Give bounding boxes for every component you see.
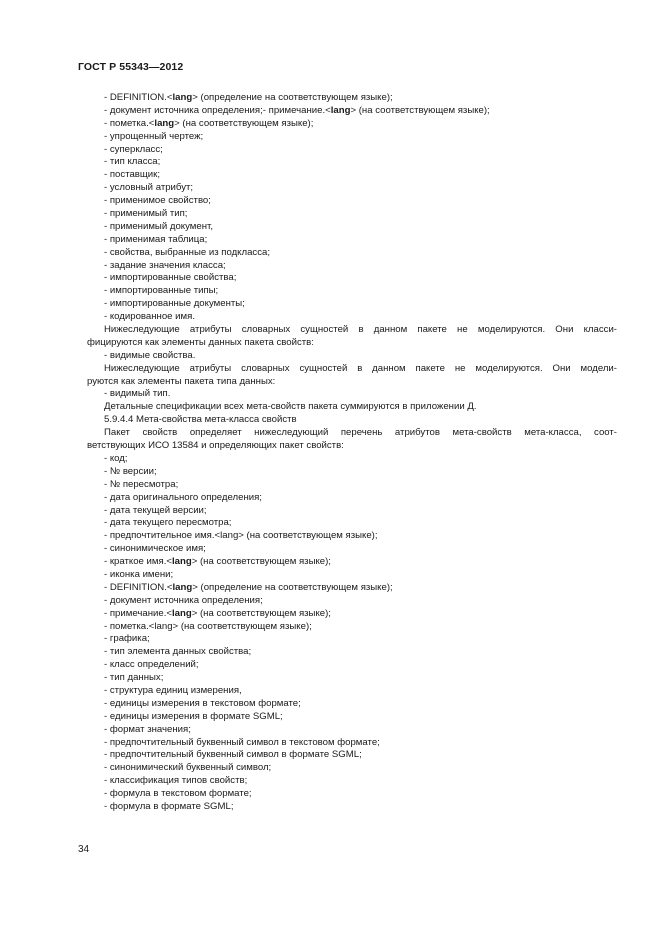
document-header: ГОСТ Р 55343—2012 <box>78 61 184 73</box>
list-item-text: - импортированные типы; <box>104 285 219 297</box>
paragraph-2-line-2: руются как элементы пакета типа данных: <box>87 375 276 387</box>
list-item <box>87 633 617 646</box>
list-item-text: - синонимическое имя; <box>104 543 206 555</box>
list-item <box>87 144 617 157</box>
list-item <box>87 530 617 543</box>
list-item-text: - графика; <box>104 633 150 645</box>
list-item-text: - применимый документ, <box>104 220 214 232</box>
document-body <box>87 92 617 814</box>
list-item-text: > (на соответствующем языке); <box>191 607 331 619</box>
paragraph-1-line-2: фицируются как элементы данных пакета свойств: <box>87 336 314 348</box>
list-item <box>87 131 617 144</box>
list-item <box>87 285 617 298</box>
list-item: - видимый тип. <box>104 388 171 400</box>
list-item-text: - единицы измерения в текстовом формате; <box>104 697 301 709</box>
list-item <box>87 762 617 775</box>
section-heading: 5.9.4.4 Мета-свойства мета-класса свойств <box>104 414 297 426</box>
list-item <box>87 543 617 556</box>
list-item-text: - примечание.< <box>104 607 172 619</box>
list-item <box>87 749 617 762</box>
list-item <box>87 195 617 208</box>
list-item-text: - применимый тип; <box>104 208 188 220</box>
list-item <box>87 208 617 221</box>
lang-tag: lang <box>330 104 351 116</box>
list-item-text: - иконка имени; <box>104 568 174 580</box>
attribute-list-2 <box>87 453 617 814</box>
list-item-text: - структура единиц измерения, <box>104 684 242 696</box>
list-item-text: - DEFINITION.< <box>104 92 173 103</box>
list-item-text: - предпочтительный буквенный символ в текстовом формате; <box>104 736 380 748</box>
list-item-text: - тип элемента данных свойства; <box>104 646 252 658</box>
list-item <box>87 556 617 569</box>
list-item <box>87 492 617 505</box>
list-item <box>87 788 617 801</box>
list-item <box>87 505 617 518</box>
paragraph-2-line-1: Нижеследующие атрибуты словарных сущностей в данном пакете не моделируются. Они модели- <box>104 362 617 374</box>
page-number: 34 <box>78 844 90 855</box>
list-item-text: - условный атрибут; <box>104 182 194 194</box>
list-item <box>87 260 617 273</box>
paragraph-3: Детальные спецификации всех мета-свойств пакета суммируются в приложении Д. <box>104 401 477 413</box>
list-item <box>87 595 617 608</box>
list-item-text: - упрощенный чертеж; <box>104 130 204 142</box>
lang-tag: lang <box>172 92 193 103</box>
list-item: - видимые свойства. <box>104 349 196 361</box>
list-item <box>87 272 617 285</box>
list-item <box>87 646 617 659</box>
list-item <box>87 92 617 105</box>
list-item <box>87 169 617 182</box>
list-item-text: - № версии; <box>104 465 157 477</box>
list-item-text: - тип данных; <box>104 672 164 684</box>
list-item <box>87 182 617 195</box>
list-item <box>87 247 617 260</box>
list-item-text: - тип класса; <box>104 156 161 168</box>
list-item <box>87 517 617 530</box>
list-item <box>87 685 617 698</box>
list-item-text: - применимое свойство; <box>104 195 211 207</box>
list-item <box>87 698 617 711</box>
list-item <box>87 156 617 169</box>
list-item <box>87 659 617 672</box>
list-item-text: - класс определений; <box>104 659 199 671</box>
list-item-text: - предпочтительное имя.<lang> (на соответствующем языке); <box>104 530 378 542</box>
list-item-text: - № пересмотра; <box>104 478 179 490</box>
list-item-text: - краткое имя.< <box>104 556 172 568</box>
list-item-text: - единицы измерения в формате SGML; <box>104 710 283 722</box>
list-item <box>87 608 617 621</box>
lang-tag: lang <box>172 581 193 593</box>
list-item <box>87 234 617 247</box>
list-item-text: - классификация типов свойств; <box>104 775 248 787</box>
list-item <box>87 582 617 595</box>
list-item-text: > (определение на соответствующем языке); <box>192 92 393 103</box>
list-item-text: - формула в текстовом формате; <box>104 788 252 800</box>
list-item <box>87 466 617 479</box>
list-item <box>87 711 617 724</box>
list-item <box>87 569 617 582</box>
list-item-text: > (на соответствующем языке); <box>350 104 490 116</box>
list-item-text: - документ источника определения; <box>104 594 263 606</box>
list-item-text: - предпочтительный буквенный символ в формате SGML; <box>104 749 362 761</box>
list-item-text: > (определение на соответствующем языке); <box>192 581 393 593</box>
list-item-text: - пометка.<lang> (на соответствующем языке); <box>104 620 312 632</box>
list-item-text: - формула в формате SGML; <box>104 800 234 812</box>
list-item-text: - кодированное имя. <box>104 311 195 323</box>
list-item-text: - пометка.< <box>104 117 155 129</box>
list-item <box>87 298 617 311</box>
lang-tag: lang <box>154 117 175 129</box>
list-item-text: - формат значения; <box>104 723 191 735</box>
list-item <box>87 621 617 634</box>
list-item <box>87 724 617 737</box>
list-item <box>87 737 617 750</box>
attribute-list-1 <box>87 92 617 324</box>
list-item-text: > (на соответствующем языке); <box>174 117 314 129</box>
list-item <box>87 221 617 234</box>
list-item-text: - дата текущего пересмотра; <box>104 517 232 529</box>
list-item <box>87 672 617 685</box>
list-item-text: - код; <box>104 452 128 464</box>
list-item-text: - DEFINITION.< <box>104 581 173 593</box>
list-item-text: - суперкласс; <box>104 143 163 155</box>
list-item-text: - синонимический буквенный символ; <box>104 762 272 774</box>
list-item <box>87 479 617 492</box>
list-item <box>87 311 617 324</box>
paragraph-4-line-2: ветствующих ИСО 13584 и определяющих пакет свойств: <box>87 440 344 452</box>
list-item-text: - задание значения класса; <box>104 259 226 271</box>
list-item <box>87 775 617 788</box>
list-item-text: - документ источника определения;- примечание.< <box>104 104 331 116</box>
list-item-text: - дата текущей версии; <box>104 504 207 516</box>
list-item-text: > (на соответствующем языке); <box>191 556 331 568</box>
list-item-text: - импортированные свойства; <box>104 272 237 284</box>
list-item <box>87 801 617 814</box>
list-item-text: - дата оригинального определения; <box>104 491 262 503</box>
lang-tag: lang <box>171 556 192 568</box>
lang-tag: lang <box>171 607 192 619</box>
paragraph-1-line-1: Нижеследующие атрибуты словарных сущностей в данном пакете не моделируются. Они класси- <box>104 324 617 336</box>
list-item-text: - поставщик; <box>104 169 161 181</box>
list-item <box>87 105 617 118</box>
paragraph-4-line-1: Пакет свойств определяет нижеследующий перечень атрибутов мета-свойств мета-класса, соот- <box>104 427 617 439</box>
list-item-text: - свойства, выбранные из подкласса; <box>104 246 271 258</box>
list-item <box>87 118 617 131</box>
list-item-text: - импортированные документы; <box>104 298 245 310</box>
list-item-text: - применимая таблица; <box>104 233 208 245</box>
list-item <box>87 453 617 466</box>
